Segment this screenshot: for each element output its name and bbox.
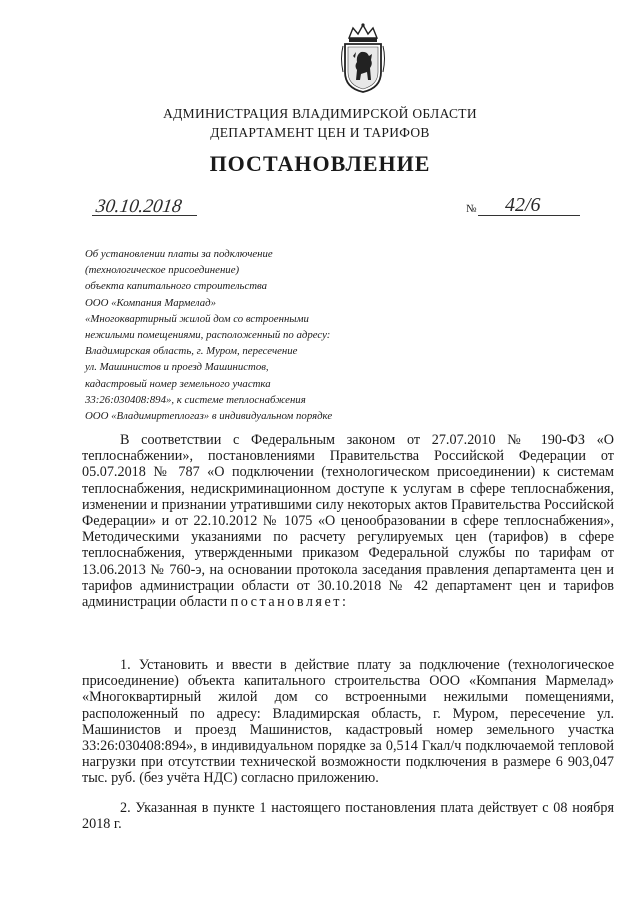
coat-of-arms-icon bbox=[339, 22, 387, 94]
date-underline bbox=[92, 215, 197, 216]
subject-line: Владимирская область, г. Муром, пересечение bbox=[85, 345, 298, 358]
decree-word: постановляет: bbox=[230, 594, 349, 611]
department-name: ДЕПАРТАМЕНТ ЦЕН И ТАРИФОВ bbox=[210, 125, 430, 140]
subject-line: «Многоквартирный жилой дом со встроенными bbox=[85, 312, 309, 325]
document-date: 30.10.2018 bbox=[94, 196, 184, 217]
preamble-paragraph bbox=[82, 432, 614, 610]
number-label: № bbox=[466, 203, 477, 215]
subject-line: ул. Машинистов и проезд Машинистов, bbox=[85, 361, 269, 374]
document-type: ПОСТАНОВЛЕНИЕ bbox=[209, 151, 431, 176]
subject-line: ООО «Владимиртеплогаз» в индивидуальном порядке bbox=[85, 410, 333, 423]
clause-2: 2. Указанная в пункте 1 настоящего постановления плата действует с 08 ноября 2018 г. bbox=[82, 800, 614, 833]
subject-line: объекта капитального строительства bbox=[85, 280, 268, 293]
document-number: 42/6 bbox=[505, 194, 541, 216]
subject-line: 33:26:030408:894», к системе теплоснабжения bbox=[85, 393, 306, 406]
document-subject bbox=[85, 246, 405, 424]
subject-line: ООО «Компания Мармелад» bbox=[85, 296, 217, 309]
subject-line: Об установлении платы за подключение bbox=[85, 248, 273, 260]
preamble-text: В соответствии с Федеральным законом от 27.07.2010 № 190-ФЗ «О теплоснабжении», постановлениями Правительства Российской Федерации от 05.07.2018 № 787 «О подключении (технологическом присоединении) к системам теплоснабжения, недискриминационном доступе к услугам в сфере теплоснабжения, изменении и признании утратившими силу некоторых актов Правительства Российской Федерации» и от 22.10.2012 № 1075 «О ценообразовании в сфере теплоснабжения», Методическими указаниями по расчету регулируемых цен (тарифов) в сфере теплоснабжения, утвержденными приказом Федеральной службы по тарифам от 13.06.2013 № 760-э, на основании протокола заседания правления департамента цен и тарифов администрации области от 30.10.2018 № 42 департамент цен и тарифов администрации области bbox=[82, 432, 614, 611]
clause-1: 1. Установить и ввести в действие плату за подключение (технологическое присоединение) объекта капитального строительства ООО «Компания Мармелад» «Многоквартирный жилой дом со встроенными нежилыми помещениями, расположенный по адресу: Владимирская область, г. Муром, пересечение ул. Машинистов и проезд Машинистов, кадастровый номер земельного участка 33:26:030408:894», в индивидуальном порядке за 0,514 Гкал/ч подключаемой тепловой нагрузки при отсутствии технической возможности подключения в размере 6 903,047 тыс. руб. (без учёта НДС) согласно приложению. bbox=[82, 657, 614, 787]
subject-line: нежилыми помещениями, расположенный по адресу: bbox=[85, 329, 331, 342]
organization-name: АДМИНИСТРАЦИЯ ВЛАДИМИРСКОЙ ОБЛАСТИ bbox=[163, 106, 477, 121]
subject-line: (технологическое присоединение) bbox=[85, 264, 240, 277]
subject-line: кадастровый номер земельного участка bbox=[85, 377, 271, 390]
number-underline bbox=[478, 215, 580, 216]
